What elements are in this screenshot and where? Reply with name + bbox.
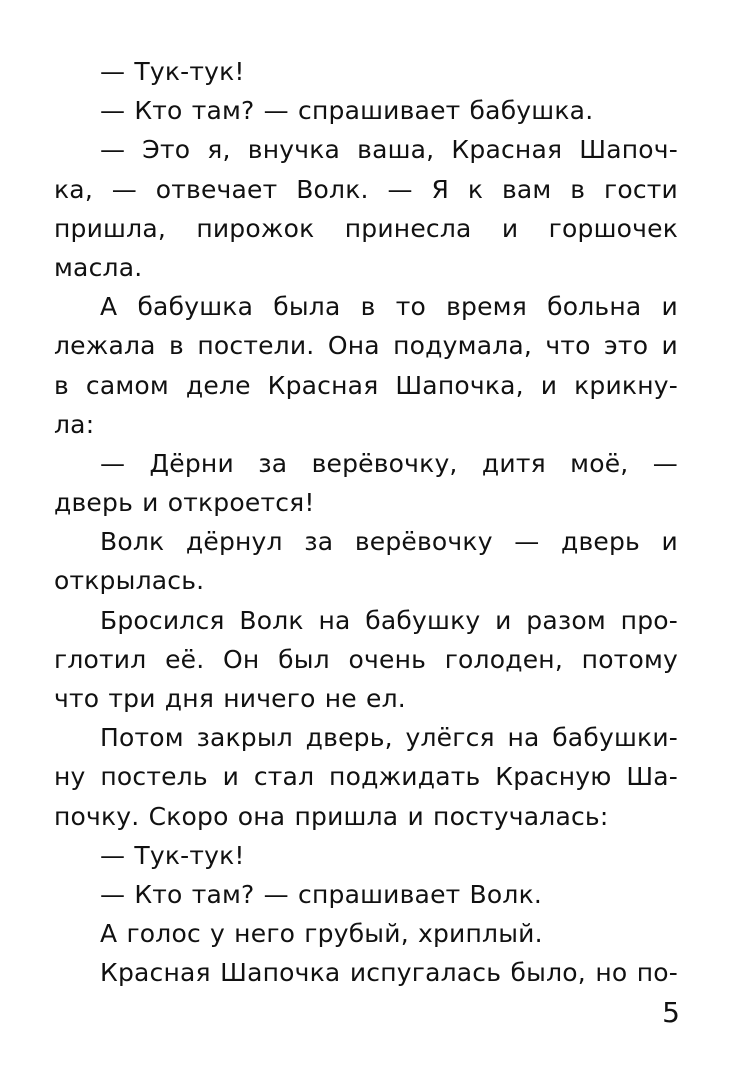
text-line: — Кто там? — спрашивает бабушка. bbox=[100, 96, 594, 126]
page-text bbox=[54, 52, 678, 993]
text-line: Волк дёрнул за верёвочку — дверь и bbox=[100, 527, 678, 557]
text-line: глотил её. Он был очень голоден, потому bbox=[54, 644, 678, 674]
text-line: ка, — отвечает Волк. — Я к вам в гости bbox=[54, 174, 678, 204]
text-line: лежала в постели. Она подумала, что это и bbox=[54, 331, 678, 361]
text-line: дверь и откроется! bbox=[54, 488, 315, 518]
text-line: — Тук-тук! bbox=[100, 57, 245, 86]
text-line: почку. Скоро она пришла и постучалась: bbox=[54, 801, 609, 831]
text-line: — Тук-тук! bbox=[100, 840, 245, 870]
text-line: А голос у него грубый, хриплый. bbox=[100, 919, 543, 949]
text-line: А бабушка была в то время больна и bbox=[100, 292, 678, 322]
text-line: ла: bbox=[54, 409, 95, 439]
text-line: ну постель и стал поджидать Красную Ша- bbox=[54, 762, 678, 792]
text-line: открылась. bbox=[54, 566, 205, 596]
page-number: 5 bbox=[662, 996, 680, 1029]
text-line: Бросился Волк на бабушку и разом про- bbox=[100, 605, 678, 635]
text-line: что три дня ничего не ел. bbox=[54, 684, 406, 713]
text-line: — Кто там? — спрашивает Волк. bbox=[100, 879, 543, 909]
text-line: — Это я, внучка ваша, Красная Шапоч- bbox=[100, 135, 678, 165]
text-line: — Дёрни за верёвочку, дитя моё, — bbox=[100, 448, 678, 478]
text-line: в самом деле Красная Шапочка, и крикну- bbox=[54, 370, 678, 400]
text-line: масла. bbox=[54, 252, 143, 282]
text-line: пришла, пирожок принесла и горшочек bbox=[54, 213, 678, 243]
text-line: Красная Шапочка испугалась было, но по- bbox=[100, 958, 678, 988]
text-line: Потом закрыл дверь, улёгся на бабушки- bbox=[100, 723, 678, 753]
